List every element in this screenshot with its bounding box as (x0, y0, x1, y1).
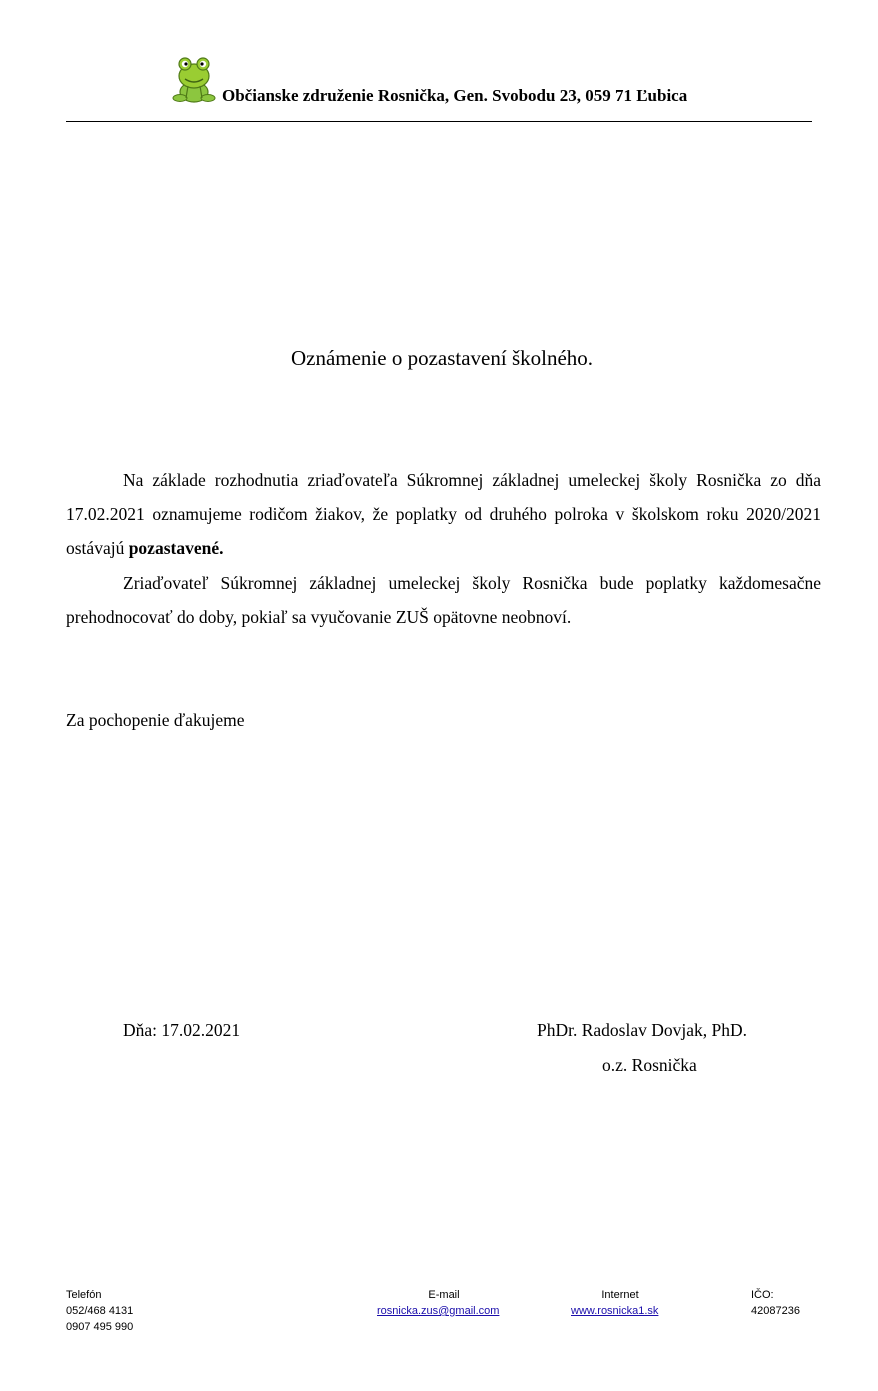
organization-header: Občianske združenie Rosnička, Gen. Svobodu 23, 059 71 Ľubica (222, 86, 688, 105)
footer-email-label: E-mail (428, 1289, 460, 1301)
footer-email-link[interactable]: rosnicka.zus@gmail.com (377, 1305, 500, 1317)
footer-web-label: Internet (601, 1289, 639, 1301)
date-line: Dňa: 17.02.2021 (123, 1020, 241, 1040)
paragraph-1-bold: pozastavené. (128, 538, 224, 558)
closing-thanks: Za pochopenie ďakujeme (66, 710, 245, 730)
footer-phone-label: Telefón (66, 1289, 102, 1301)
footer-phone (66, 1287, 133, 1335)
footer-web (571, 1287, 669, 1319)
signer-organization: o.z. Rosnička (602, 1055, 697, 1075)
document-title: Oznámenie o pozastavení školného. (290, 346, 594, 370)
paragraph-1-text: Na základe rozhodnutia zriaďovateľa Súkromnej základnej umeleckej školy Rosnička zo dňa 17.02.2021 oznamujeme rodičom žiakov, že poplatky od druhého polroka v školskom roku 2020/2021 ostávajú (66, 470, 821, 558)
paragraph-1 (66, 463, 821, 565)
footer-ico-value: 42087236 (751, 1305, 800, 1317)
footer-phone-2: 0907 495 990 (66, 1321, 134, 1333)
footer-ico-label: IČO: (751, 1289, 774, 1301)
paragraph-2: Zriaďovateľ Súkromnej základnej umeleckej školy Rosnička bude poplatky každomesačne prehodnocovať do doby, pokiaľ sa vyučovanie ZUŠ opätovne neobnoví. (66, 573, 821, 627)
header-divider (66, 121, 812, 122)
footer-email (377, 1287, 511, 1319)
footer-ico (751, 1287, 800, 1319)
frog-logo-icon (168, 52, 220, 104)
signer-name: PhDr. Radoslav Dovjak, PhD. (537, 1020, 747, 1040)
footer-web-link[interactable]: www.rosnicka1.sk (571, 1305, 659, 1317)
footer-phone-1: 052/468 4131 (66, 1305, 134, 1317)
